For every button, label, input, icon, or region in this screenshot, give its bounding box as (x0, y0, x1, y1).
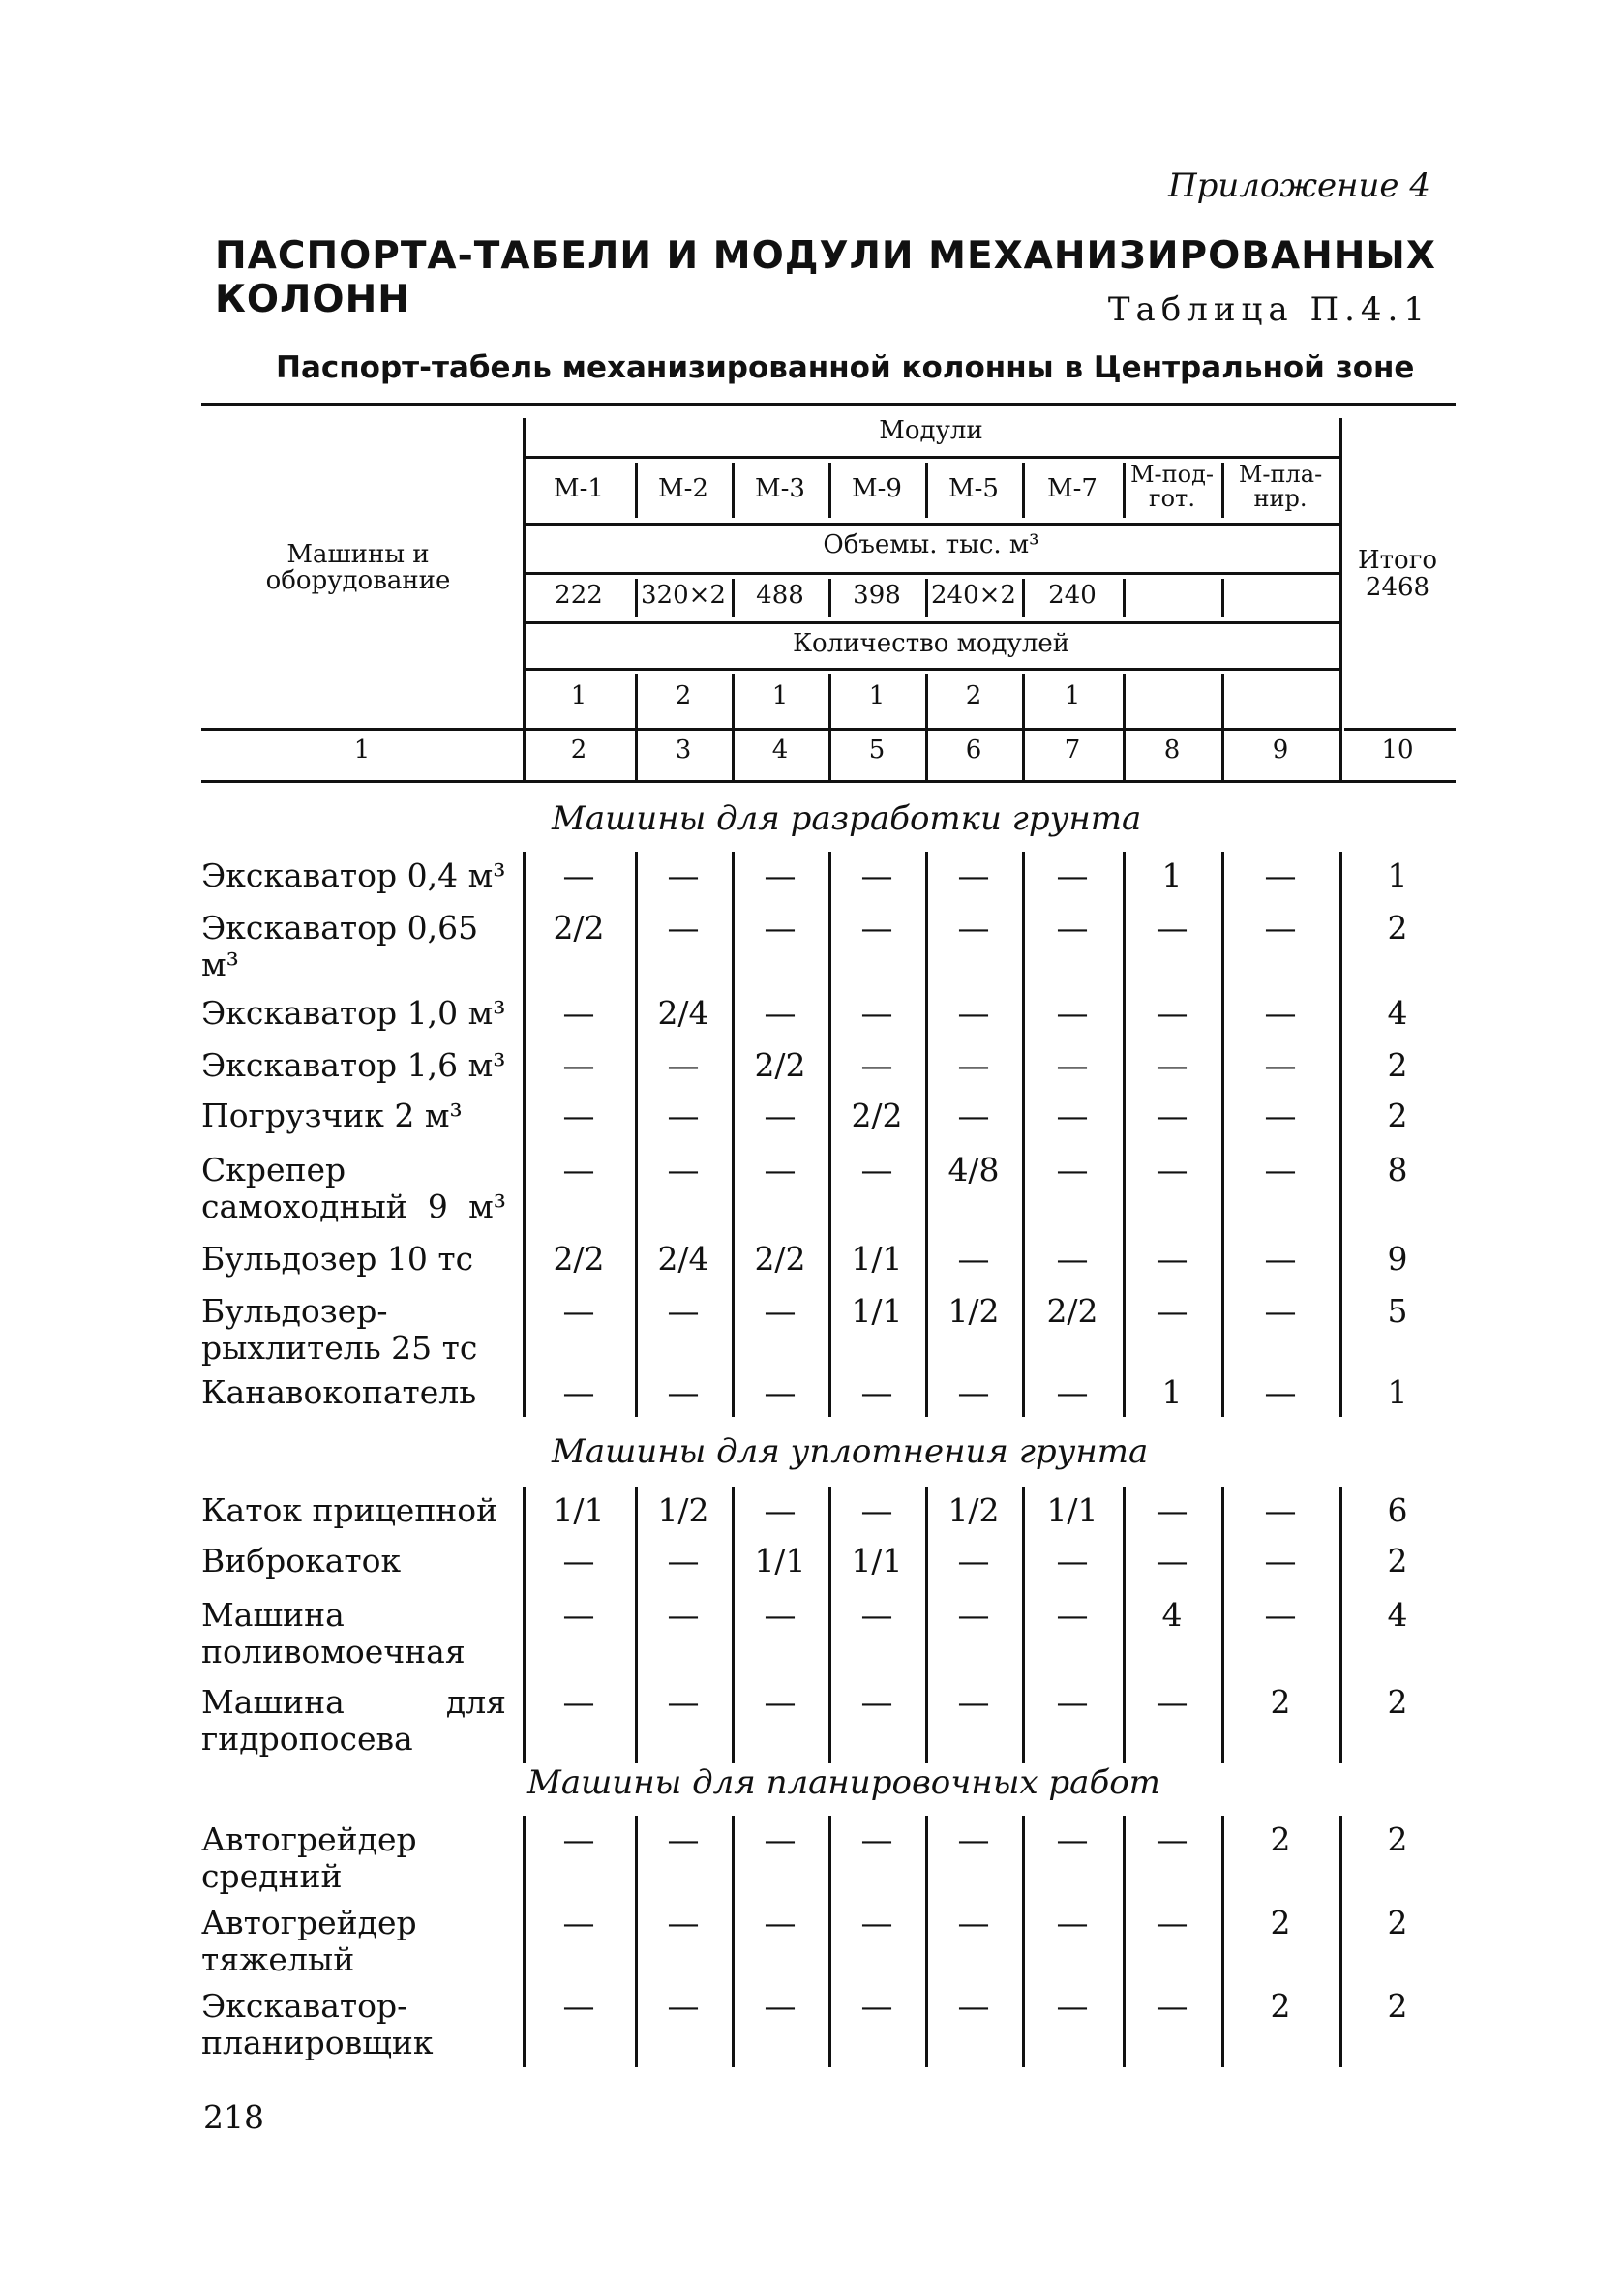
table-cell: — (1056, 994, 1089, 1032)
header-volume-5: 240×2 (931, 581, 1016, 610)
column-number-1: 1 (353, 736, 371, 765)
table-cell: — (1156, 1491, 1188, 1529)
table-cell: — (957, 1820, 990, 1858)
table-cell: 1/1 (851, 1542, 903, 1579)
table-cell: 2/4 (657, 1240, 709, 1278)
header-rule (1344, 728, 1456, 731)
row-name: Машина для гидропосева (201, 1683, 506, 1758)
table-cell: 1/2 (947, 1292, 1000, 1330)
table-cell: — (667, 1987, 700, 2025)
table-cell: — (562, 1987, 595, 2025)
table-cell: — (1156, 1097, 1188, 1134)
header-quantity-2: 2 (675, 681, 692, 710)
table-cell: — (764, 857, 797, 894)
table-cell: 1 (1387, 857, 1408, 894)
header-quantity-6: 1 (1064, 681, 1081, 710)
table-cell: — (764, 1683, 797, 1721)
header-m-podgot: М-под-гот. (1129, 461, 1214, 513)
table-cell: — (1056, 1987, 1089, 2025)
table-cell: — (764, 1097, 797, 1134)
column-number-divider (1221, 736, 1224, 774)
table-number: Таблица П.4.1 (1107, 290, 1430, 329)
table-caption: Паспорт-табель механизированной колонны в Центральной зоне (276, 350, 1415, 385)
table-cell: 2 (1387, 1683, 1408, 1721)
header-volume-3: 488 (756, 581, 804, 610)
table-cell: — (957, 1240, 990, 1278)
header-rule (523, 523, 1339, 526)
table-cell: — (667, 909, 700, 947)
table-cell: — (1156, 1151, 1188, 1188)
table-cell: — (860, 1683, 893, 1721)
table-cell: 2 (1387, 1542, 1408, 1579)
column-number-divider (828, 736, 831, 774)
column-number-divider (1123, 736, 1126, 774)
header-module-3: М-3 (755, 474, 805, 503)
table-cell: 1 (1387, 1373, 1408, 1411)
header-quantity-4: 1 (868, 681, 886, 710)
column-number-divider (523, 736, 526, 774)
table-cell: — (957, 994, 990, 1032)
header-volume-2: 320×2 (641, 581, 726, 610)
table-cell: — (1056, 1046, 1089, 1084)
row-name: Бульдозер 10 тс (201, 1240, 474, 1278)
table-cell: 2/2 (851, 1097, 903, 1134)
table-cell: — (957, 857, 990, 894)
table-cell: 2 (1270, 1683, 1291, 1721)
row-name: Каток прицепной (201, 1491, 498, 1529)
table-cell: — (667, 1820, 700, 1858)
table-cell: — (562, 1373, 595, 1411)
table-cell: 2/2 (754, 1240, 806, 1278)
table-cell: 2/2 (553, 909, 605, 947)
table-cell: — (1264, 909, 1297, 947)
table-cell: — (1264, 1596, 1297, 1634)
table-cell: 1 (1161, 857, 1183, 894)
table-cell: — (764, 994, 797, 1032)
header-modules: Модули (879, 416, 983, 445)
table-cell: — (1056, 1240, 1089, 1278)
table-cell: 1/2 (947, 1491, 1000, 1529)
header-total-value: 2468 (1365, 573, 1430, 602)
column-number-4: 4 (771, 736, 789, 765)
table-cell: — (957, 1987, 990, 2025)
table-cell: — (562, 1151, 595, 1188)
table-cell: — (1264, 1373, 1297, 1411)
header-divider (1123, 579, 1126, 617)
row-name: Скрепер самоходный 9 м³ (201, 1151, 506, 1225)
appendix-label: Приложение 4 (1167, 166, 1430, 205)
table-cell: — (1156, 1904, 1188, 1941)
header-quantity-3: 1 (771, 681, 789, 710)
table-cell: — (667, 1046, 700, 1084)
table-cell: — (764, 1987, 797, 2025)
table-cell: — (860, 1904, 893, 1941)
row-name: Бульдозер-рыхлитель 25 тс (201, 1292, 478, 1367)
table-cell: — (764, 1904, 797, 1941)
table-cell: — (1056, 1542, 1089, 1579)
column-number-8: 8 (1163, 736, 1181, 765)
table-cell: 1/1 (851, 1292, 903, 1330)
section-title: Машины для уплотнения грунта (552, 1432, 1149, 1471)
header-rule (523, 728, 1339, 731)
table-cell: — (764, 1151, 797, 1188)
header-rule (523, 456, 1339, 459)
table-cell: — (667, 1151, 700, 1188)
header-module-6: М-7 (1047, 474, 1098, 503)
table-cell: — (764, 909, 797, 947)
table-cell: 1/2 (657, 1491, 709, 1529)
table-cell: — (667, 1596, 700, 1634)
table-cell: — (667, 1292, 700, 1330)
header-quantity-5: 2 (965, 681, 982, 710)
table-cell: — (1264, 1491, 1297, 1529)
table-cell: — (562, 1596, 595, 1634)
header-m-planir: М-пла-нир. (1238, 461, 1323, 513)
table-cell: 2 (1270, 1820, 1291, 1858)
table-cell: — (1264, 1151, 1297, 1188)
header-module-4: М-9 (852, 474, 902, 503)
row-name: Экскаватор 1,6 м³ (201, 1046, 506, 1084)
table-cell: — (957, 1373, 990, 1411)
header-volumes: Объемы. тыс. м³ (823, 530, 1039, 559)
header-volume-6: 240 (1048, 581, 1097, 610)
table-cell: 6 (1387, 1491, 1408, 1529)
table-cell: 2 (1387, 1904, 1408, 1941)
table-cell: — (1156, 1820, 1188, 1858)
header-module-5: М-5 (948, 474, 999, 503)
table-cell: — (860, 1820, 893, 1858)
table-cell: — (562, 1904, 595, 1941)
table-cell: — (667, 1097, 700, 1134)
table-cell: — (667, 1904, 700, 1941)
table-cell: — (957, 1542, 990, 1579)
table-cell: — (667, 1683, 700, 1721)
column-number-divider (925, 736, 928, 774)
table-cell: — (860, 909, 893, 947)
header-rule (523, 572, 1339, 575)
table-cell: 2 (1270, 1987, 1291, 2025)
row-name: Машина поливомоечная (201, 1596, 466, 1670)
header-total: Итого (1358, 546, 1437, 575)
table-cell: 4 (1387, 994, 1408, 1032)
table-cell: — (1056, 857, 1089, 894)
section-title: Машины для планировочных работ (527, 1763, 1160, 1802)
table-cell: — (860, 1373, 893, 1411)
column-number-divider (732, 736, 735, 774)
table-cell: — (957, 1046, 990, 1084)
column-number-rule (201, 780, 1456, 783)
table-cell: — (1264, 857, 1297, 894)
header-machines: Машины и оборудование (265, 540, 451, 596)
table-cell: — (764, 1373, 797, 1411)
row-name: Экскаватор 0,4 м³ (201, 857, 506, 894)
row-name: Экскаватор 0,65 м³ (201, 909, 479, 983)
table-cell: — (1264, 1240, 1297, 1278)
column-number-6: 6 (965, 736, 982, 765)
table-cell: — (764, 1820, 797, 1858)
column-number-2: 2 (570, 736, 587, 765)
header-module-1: М-1 (554, 474, 604, 503)
table-cell: 2 (1387, 1987, 1408, 2025)
header-volume-4: 398 (853, 581, 901, 610)
table-cell: 2/2 (754, 1046, 806, 1084)
table-cell: 1/1 (851, 1240, 903, 1278)
table-cell: — (860, 1151, 893, 1188)
table-cell: — (667, 857, 700, 894)
table-cell: 5 (1387, 1292, 1408, 1330)
table-cell: — (860, 1596, 893, 1634)
table-cell: 2/2 (1046, 1292, 1098, 1330)
row-name: Автогрейдер средний (201, 1820, 417, 1895)
table-cell: 1 (1161, 1373, 1183, 1411)
row-name: Виброкаток (201, 1542, 402, 1579)
table-cell: — (764, 1596, 797, 1634)
table-cell: — (1056, 1904, 1089, 1941)
table-cell: — (957, 1683, 990, 1721)
table-cell: — (1056, 1683, 1089, 1721)
table-cell: — (562, 1542, 595, 1579)
table-cell: 2 (1387, 1097, 1408, 1134)
row-name: Экскаватор 1,0 м³ (201, 994, 506, 1032)
table-cell: — (860, 857, 893, 894)
table-cell: — (562, 1046, 595, 1084)
table-cell: — (1056, 1097, 1089, 1134)
table-cell: — (1156, 1046, 1188, 1084)
table-top-rule (201, 403, 1456, 406)
page-number: 218 (203, 2098, 264, 2136)
table-cell: 2 (1270, 1904, 1291, 1941)
row-name: Погрузчик 2 м³ (201, 1097, 463, 1134)
header-volume-1: 222 (555, 581, 603, 610)
column-number-divider (635, 736, 638, 774)
table-cell: — (1056, 1151, 1089, 1188)
column-number-divider (1022, 736, 1025, 774)
table-cell: 1/1 (553, 1491, 605, 1529)
header-rule (523, 668, 1339, 671)
page-title: ПАСПОРТА-ТАБЕЛИ И МОДУЛИ МЕХАНИЗИРОВАННЫХ КОЛОНН (215, 234, 1436, 321)
table-cell: — (957, 909, 990, 947)
table-cell: — (957, 1596, 990, 1634)
table-cell: 4 (1387, 1596, 1408, 1634)
table-cell: — (1156, 1542, 1188, 1579)
header-quantity-1: 1 (570, 681, 587, 710)
table-cell: — (562, 1683, 595, 1721)
header-divider (1221, 579, 1224, 617)
table-cell: — (667, 1373, 700, 1411)
header-rule (523, 621, 1339, 624)
table-cell: — (957, 1904, 990, 1941)
table-cell: — (562, 1292, 595, 1330)
table-cell: — (1156, 994, 1188, 1032)
row-name: Автогрейдер тяжелый (201, 1904, 417, 1978)
table-cell: — (1156, 1683, 1188, 1721)
table-cell: — (562, 857, 595, 894)
table-cell: — (1056, 909, 1089, 947)
table-cell: — (1264, 994, 1297, 1032)
table-cell: — (1264, 1542, 1297, 1579)
section-title: Машины для разработки грунта (552, 799, 1142, 838)
column-number-9: 9 (1272, 736, 1289, 765)
column-number-7: 7 (1064, 736, 1081, 765)
table-cell: — (1156, 1987, 1188, 2025)
table-cell: — (1156, 1240, 1188, 1278)
table-cell: — (860, 1987, 893, 2025)
table-cell: — (764, 1491, 797, 1529)
table-cell: — (1156, 909, 1188, 947)
table-cell: — (667, 1542, 700, 1579)
table-cell: — (562, 1820, 595, 1858)
table-cell: 4 (1161, 1596, 1183, 1634)
header-rule (201, 728, 523, 731)
column-number-5: 5 (868, 736, 886, 765)
column-number-3: 3 (675, 736, 692, 765)
table-cell: — (1056, 1596, 1089, 1634)
table-cell: 2/2 (553, 1240, 605, 1278)
column-number-10: 10 (1381, 736, 1414, 765)
table-cell: 1/1 (754, 1542, 806, 1579)
table-cell: — (1156, 1292, 1188, 1330)
table-cell: — (562, 1097, 595, 1134)
table-cell: — (764, 1292, 797, 1330)
table-cell: — (860, 994, 893, 1032)
header-module-2: М-2 (658, 474, 708, 503)
row-name: Канавокопатель (201, 1373, 477, 1411)
table-cell: 2 (1387, 1820, 1408, 1858)
column-number-divider (1339, 736, 1342, 774)
row-name: Экскаватор-планировщик (201, 1987, 434, 2061)
table-cell: 4/8 (947, 1151, 1000, 1188)
table-cell: — (562, 994, 595, 1032)
header-quantity: Количество модулей (792, 629, 1070, 658)
table-cell: 2 (1387, 1046, 1408, 1084)
table-cell: — (860, 1491, 893, 1529)
table-cell: — (1056, 1373, 1089, 1411)
table-cell: 9 (1387, 1240, 1408, 1278)
table-cell: — (1264, 1046, 1297, 1084)
table-cell: 2 (1387, 909, 1408, 947)
table-cell: 1/1 (1046, 1491, 1098, 1529)
table-cell: — (1264, 1097, 1297, 1134)
table-cell: — (1056, 1820, 1089, 1858)
table-cell: — (957, 1097, 990, 1134)
table-cell: — (1264, 1292, 1297, 1330)
table-cell: — (860, 1046, 893, 1084)
table-cell: 2/4 (657, 994, 709, 1032)
table-cell: 8 (1387, 1151, 1408, 1188)
